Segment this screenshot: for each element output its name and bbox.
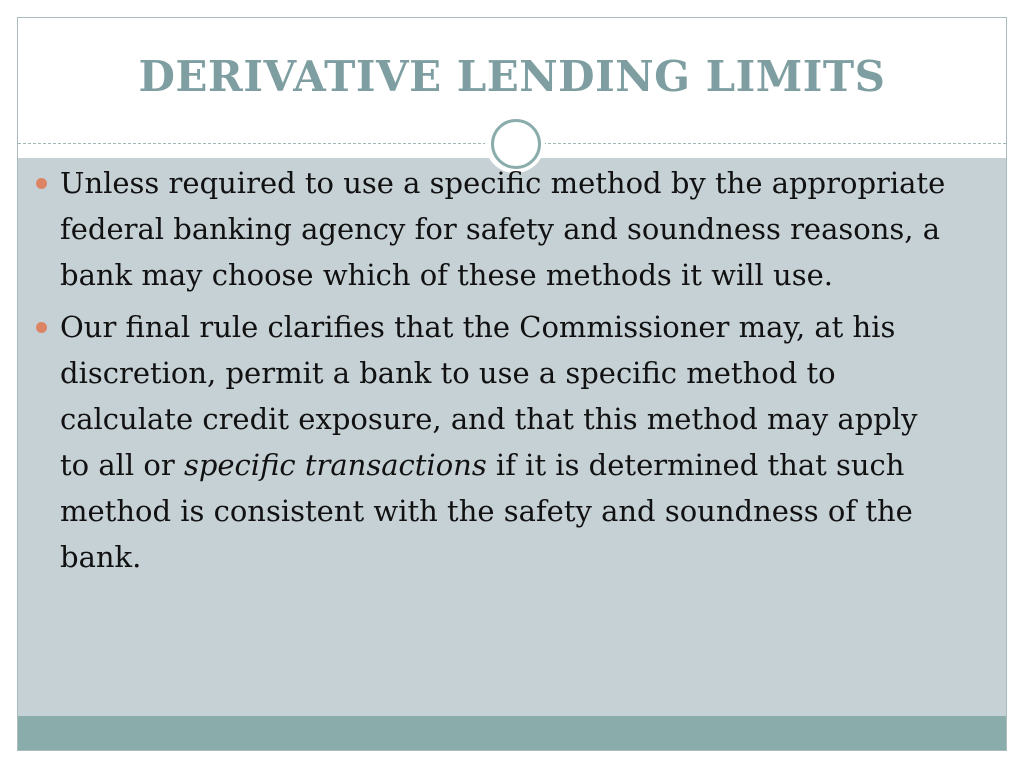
footer-bar [18,716,1006,750]
bullet-text: Unless required to use a specific method by the appropriate federal banking agency for safety and soundness reasons, a bank may choose which of these methods it will use. [60,166,946,292]
bullet-list [36,160,946,586]
bullet-text-end: if it is determined that such method is consistent with the safety and soundness of the bank. [60,448,913,574]
bullet-text-emphasis: specific transactions [183,448,487,482]
bullet-text-start: Our final rule clarifies that the Commissioner may, at his discretion, permit a bank to use a specific method to calculate credit exposure, and that this method may apply to all or [60,310,918,482]
bullet-dot-icon [36,178,47,189]
bullet-item [36,160,946,298]
bullet-dot-icon [36,322,47,333]
bullet-item [36,304,946,580]
slide-title: DERIVATIVE LENDING LIMITS [138,52,886,101]
